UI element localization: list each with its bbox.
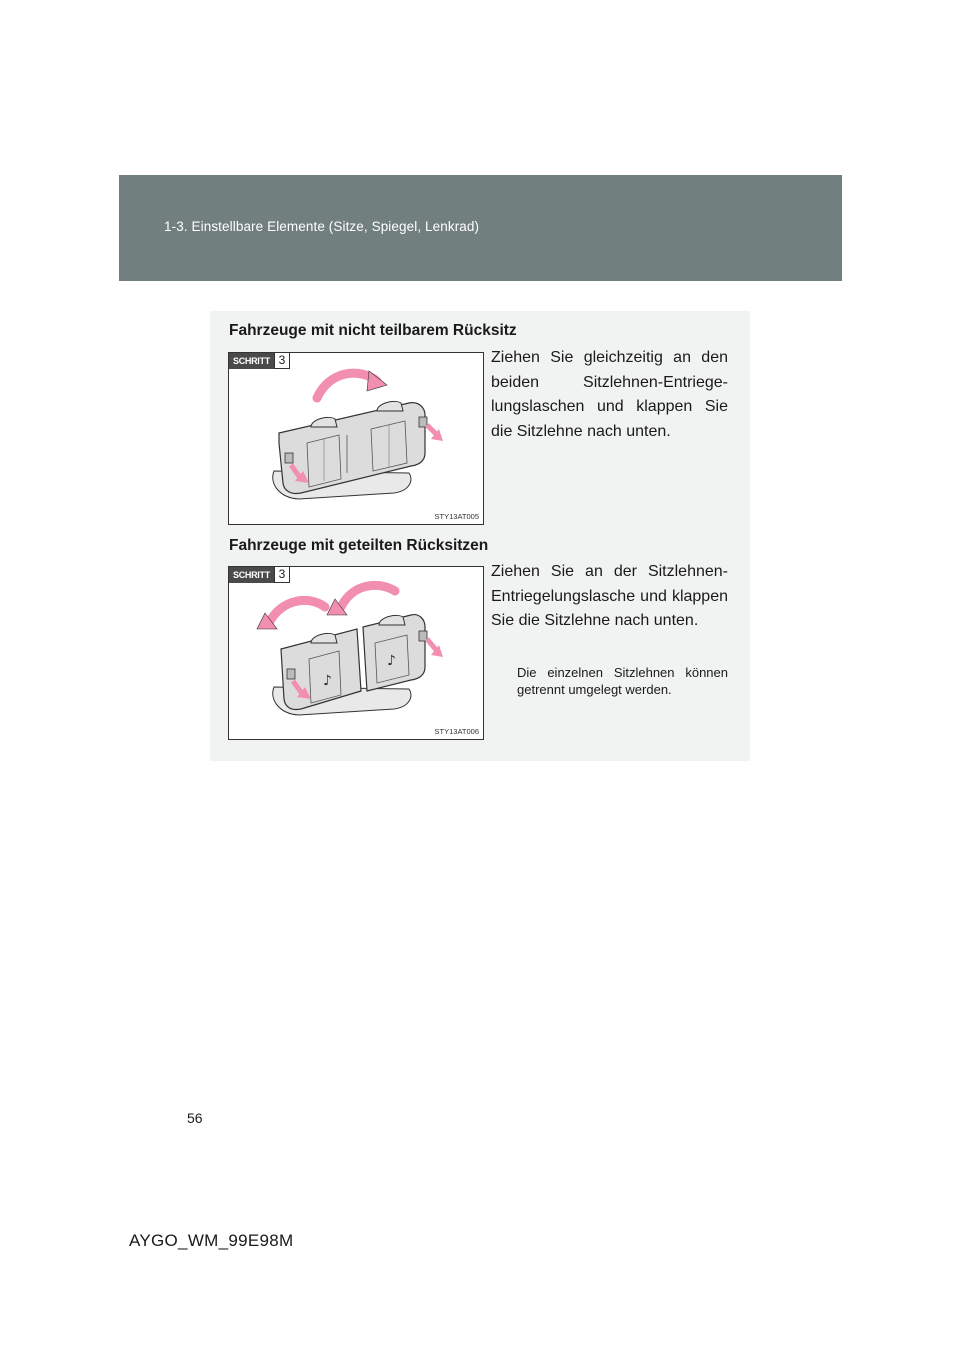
step-number: 3	[274, 567, 290, 583]
step-badge	[229, 353, 290, 369]
section-title: 1-3. Einstellbare Elemente (Sitze, Spiegel, Lenkrad)	[164, 219, 480, 234]
svg-text:♪: ♪	[387, 653, 396, 669]
note-split-seat: Die einzelnen Sitzlehnen können getrennt umgelegt werden.	[517, 665, 728, 697]
step-number: 3	[274, 353, 290, 369]
document-code: AYGO_WM_99E98M	[129, 1231, 294, 1250]
figure-split-seat	[228, 566, 484, 740]
step-label: SCHRITT	[229, 567, 274, 583]
step-badge	[229, 567, 290, 583]
figure-code: STY13AT006	[434, 727, 479, 736]
seat-folding-illustration	[229, 353, 484, 525]
split-seat-folding-illustration	[229, 567, 484, 740]
page-number: 56	[187, 1110, 203, 1126]
svg-text:♪: ♪	[323, 673, 332, 689]
header-band	[119, 175, 842, 281]
step-label: SCHRITT	[229, 353, 274, 369]
section-heading-split-seat: Fahrzeuge mit geteilten Rücksitzen	[229, 537, 489, 554]
instruction-single-seat: Ziehen Sie gleichzeitig an den beiden Sitzlehnen-Entriegelungslaschen und klappen Sie die Sitzlehne nach unten.	[491, 349, 728, 440]
instruction-split-seat: Ziehen Sie an der Sitzlehnen-Entriegelungslasche und klappen Sie die Sitzlehne nach unten.	[491, 563, 728, 629]
section-heading-single-seat: Fahrzeuge mit nicht teilbarem Rücksitz	[229, 322, 517, 339]
figure-single-seat	[228, 352, 484, 525]
figure-code: STY13AT005	[434, 512, 479, 521]
